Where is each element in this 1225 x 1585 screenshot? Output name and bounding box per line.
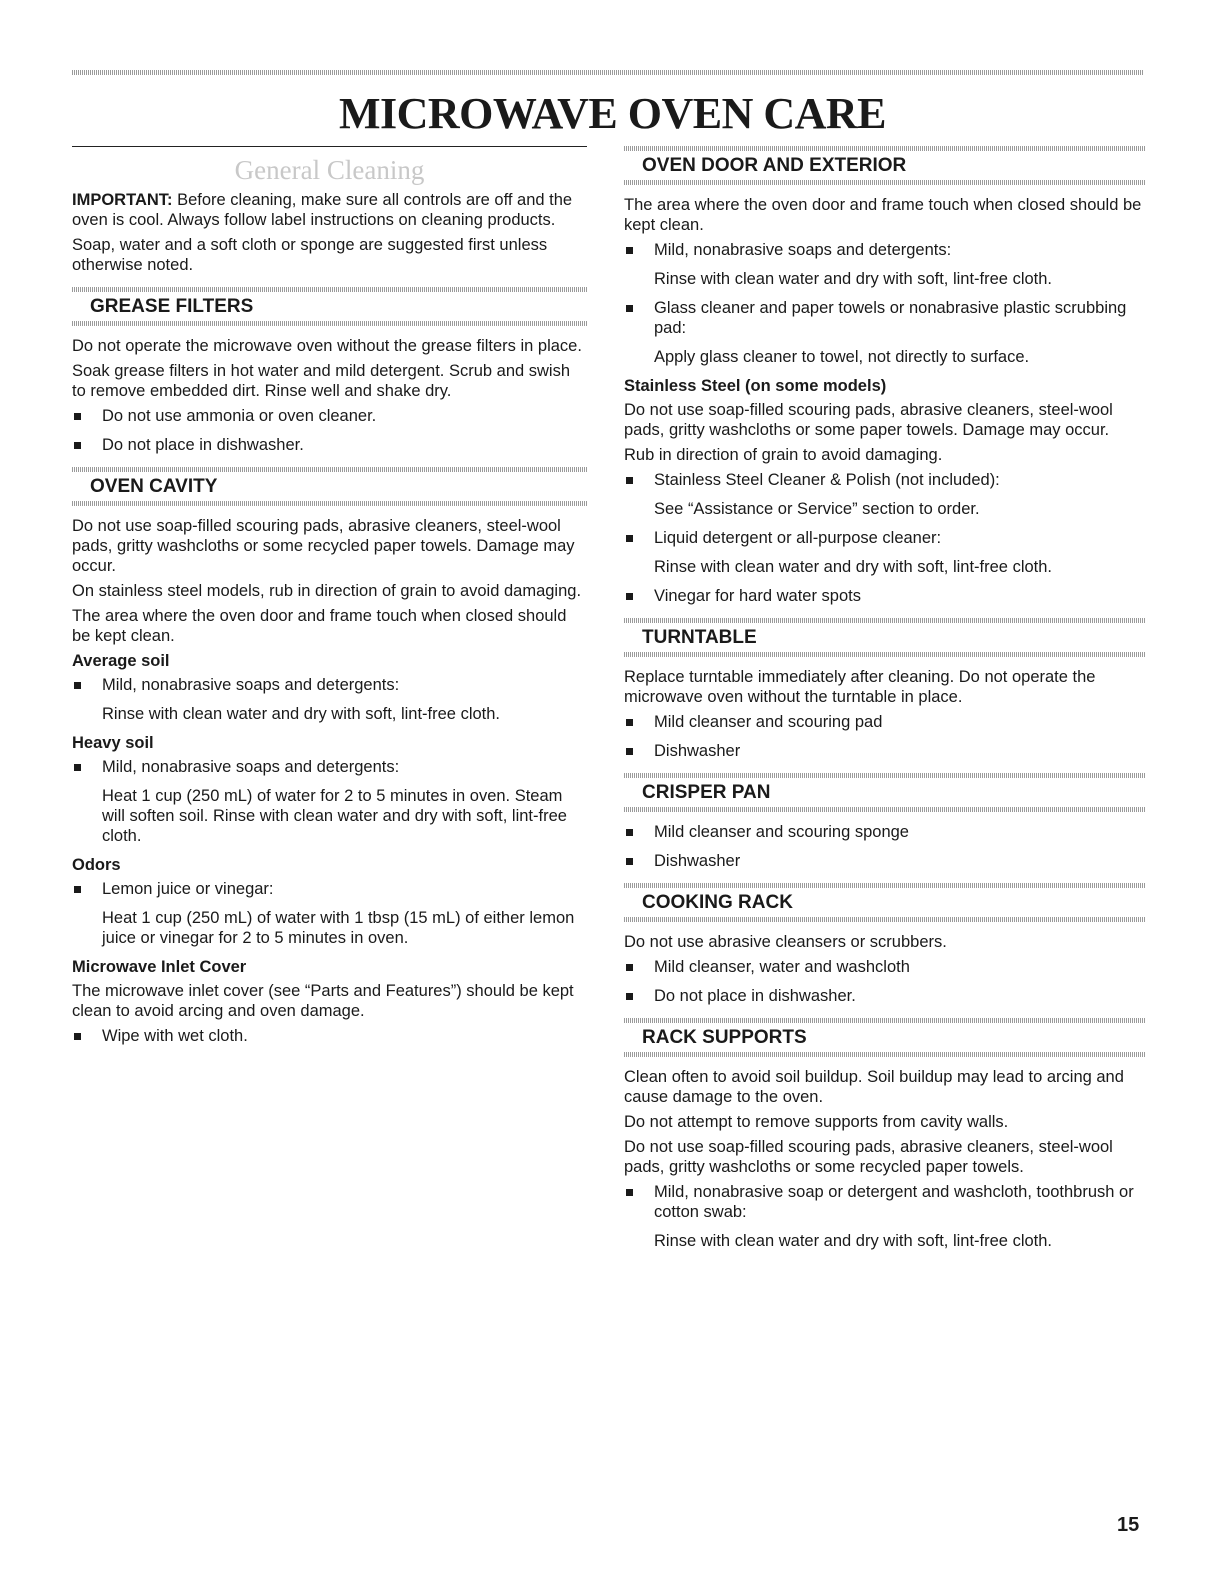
paragraph: Do not use soap-filled scouring pads, abrasive cleaners, steel-wool pads, gritty washcloths or some recycled paper towels. bbox=[624, 1138, 1113, 1176]
dotted-rule bbox=[624, 180, 1146, 185]
indented-text: Apply glass cleaner to towel, not directly to surface. bbox=[654, 348, 1030, 366]
bullet-square-icon bbox=[626, 305, 633, 312]
rack-supports-heading: RACK SUPPORTS bbox=[642, 1027, 807, 1048]
bullet-square-icon bbox=[626, 247, 633, 254]
bullet-item bbox=[624, 470, 1146, 490]
subheading-average-soil: Average soil bbox=[72, 652, 170, 670]
bullet-square-icon bbox=[626, 593, 633, 600]
bullet-item bbox=[72, 406, 587, 426]
bullet-square-icon bbox=[74, 886, 81, 893]
bullet-square-icon bbox=[626, 964, 633, 971]
bullet-text: Vinegar for hard water spots bbox=[654, 587, 861, 605]
cooking-rack-heading: COOKING RACK bbox=[642, 892, 793, 913]
dotted-rule bbox=[624, 917, 1146, 922]
bullet-item bbox=[624, 986, 1146, 1006]
bullet-item bbox=[624, 741, 1146, 761]
bullet-square-icon bbox=[626, 477, 633, 484]
door-exterior-heading-band bbox=[624, 146, 1146, 185]
bullet-text: Liquid detergent or all-purpose cleaner: bbox=[654, 529, 942, 547]
bullet-text: Wipe with wet cloth. bbox=[102, 1027, 248, 1045]
bullet-item bbox=[624, 586, 1146, 606]
page-title: MICROWAVE OVEN CARE bbox=[338, 89, 887, 138]
bullet-text: Mild cleanser, water and washcloth bbox=[654, 958, 910, 976]
important-text: Before cleaning, make sure all controls are off and the oven is cool. Always follow label instructions on cleaning products. bbox=[72, 191, 573, 229]
dotted-rule bbox=[624, 773, 1146, 778]
bullet-square-icon bbox=[626, 535, 633, 542]
section-rule bbox=[72, 146, 587, 147]
paragraph: Do not attempt to remove supports from cavity walls. bbox=[624, 1113, 1009, 1131]
bullet-text: Glass cleaner and paper towels or nonabrasive plastic scrubbing pad: bbox=[654, 299, 1127, 337]
bullet-text: Dishwasher bbox=[654, 852, 741, 870]
section-title: General Cleaning bbox=[234, 155, 425, 185]
indented-text: Heat 1 cup (250 mL) of water with 1 tbsp (15 mL) of either lemon juice or vinegar for 2 to 5 minutes in oven. bbox=[102, 909, 575, 947]
bullet-square-icon bbox=[74, 413, 81, 420]
paragraph: Do not use abrasive cleansers or scrubbers. bbox=[624, 933, 947, 951]
turntable-heading: TURNTABLE bbox=[642, 627, 757, 648]
oven-cavity-heading-band bbox=[72, 467, 587, 506]
bullet-text: Mild cleanser and scouring sponge bbox=[654, 823, 909, 841]
bullet-item bbox=[72, 435, 587, 455]
grease-filters-heading-band bbox=[72, 287, 587, 326]
bullet-square-icon bbox=[626, 719, 633, 726]
cooking-rack-heading-band bbox=[624, 883, 1146, 922]
bullet-square-icon bbox=[626, 748, 633, 755]
bullet-square-icon bbox=[74, 1033, 81, 1040]
bullet-square-icon bbox=[626, 993, 633, 1000]
grease-filters-heading: GREASE FILTERS bbox=[90, 296, 254, 317]
turntable-heading-band bbox=[624, 618, 1146, 657]
bullet-item bbox=[624, 1182, 1146, 1222]
dotted-rule bbox=[72, 501, 587, 506]
bullet-item bbox=[624, 528, 1146, 548]
dotted-rule bbox=[624, 807, 1146, 812]
paragraph: The microwave inlet cover (see “Parts and Features”) should be kept clean to avoid arcing and oven damage. bbox=[72, 982, 574, 1020]
bullet-text: Lemon juice or vinegar: bbox=[102, 880, 274, 898]
bullet-square-icon bbox=[626, 858, 633, 865]
indented-text: Rinse with clean water and dry with soft, lint-free cloth. bbox=[654, 270, 1053, 288]
dotted-rule bbox=[624, 146, 1146, 151]
bullet-item bbox=[624, 957, 1146, 977]
paragraph: The area where the oven door and frame touch when closed should be kept clean. bbox=[72, 607, 567, 645]
paragraph: Replace turntable immediately after cleaning. Do not operate the microwave oven without the turntable in place. bbox=[624, 668, 1096, 706]
bullet-item bbox=[72, 1026, 587, 1046]
bullet-text: Do not use ammonia or oven cleaner. bbox=[102, 407, 377, 425]
dotted-rule bbox=[72, 287, 587, 292]
paragraph: On stainless steel models, rub in direction of grain to avoid damaging. bbox=[72, 582, 582, 600]
dotted-rule bbox=[624, 652, 1146, 657]
paragraph: Do not use soap-filled scouring pads, abrasive cleaners, steel-wool pads, gritty washcloths or some recycled paper towels. Damage may occur. bbox=[72, 517, 575, 575]
subheading-heavy-soil: Heavy soil bbox=[72, 734, 154, 752]
bullet-text: Do not place in dishwasher. bbox=[102, 436, 304, 454]
bullet-item bbox=[624, 851, 1146, 871]
dotted-rule bbox=[624, 618, 1146, 623]
bullet-square-icon bbox=[74, 682, 81, 689]
indented-text: See “Assistance or Service” section to order. bbox=[654, 500, 980, 518]
dotted-rule bbox=[624, 1052, 1146, 1057]
dotted-rule bbox=[624, 1018, 1146, 1023]
indented-text: Heat 1 cup (250 mL) of water for 2 to 5 minutes in oven. Steam will soften soil. Rinse with clean water and dry with soft, lint-free cloth. bbox=[102, 787, 567, 845]
paragraph: Rub in direction of grain to avoid damaging. bbox=[624, 446, 943, 464]
top-dotted-rule bbox=[72, 70, 1144, 75]
bullet-text: Mild, nonabrasive soaps and detergents: bbox=[654, 241, 952, 259]
oven-cavity-heading: OVEN CAVITY bbox=[90, 476, 218, 497]
dotted-rule bbox=[72, 321, 587, 326]
bullet-item bbox=[624, 712, 1146, 732]
paragraph: The area where the oven door and frame touch when closed should be kept clean. bbox=[624, 196, 1142, 234]
paragraph: Do not use soap-filled scouring pads, abrasive cleaners, steel-wool pads, gritty washcloths or some paper towels. Damage may occur. bbox=[624, 401, 1113, 439]
bullet-item bbox=[624, 822, 1146, 842]
indented-text: Rinse with clean water and dry with soft, lint-free cloth. bbox=[102, 705, 501, 723]
important-note bbox=[72, 190, 587, 230]
bullet-square-icon bbox=[74, 764, 81, 771]
bullet-square-icon bbox=[74, 442, 81, 449]
door-exterior-heading: OVEN DOOR AND EXTERIOR bbox=[642, 155, 907, 176]
bullet-item bbox=[72, 757, 587, 777]
subheading-odors: Odors bbox=[72, 856, 121, 874]
right-column bbox=[624, 146, 1146, 1260]
bullet-item bbox=[72, 675, 587, 695]
bullet-text: Dishwasher bbox=[654, 742, 741, 760]
important-label: IMPORTANT: bbox=[72, 191, 173, 209]
subheading-stainless-steel: Stainless Steel (on some models) bbox=[624, 377, 887, 395]
bullet-text: Mild cleanser and scouring pad bbox=[654, 713, 883, 731]
paragraph: Do not operate the microwave oven without the grease filters in place. bbox=[72, 337, 582, 355]
intro-paragraph: Soap, water and a soft cloth or sponge are suggested first unless otherwise noted. bbox=[72, 236, 548, 274]
bullet-text: Stainless Steel Cleaner & Polish (not included): bbox=[654, 471, 1000, 489]
paragraph: Soak grease filters in hot water and mild detergent. Scrub and swish to remove embedded dirt. Rinse well and shake dry. bbox=[72, 362, 571, 400]
bullet-square-icon bbox=[626, 829, 633, 836]
bullet-text: Mild, nonabrasive soap or detergent and washcloth, toothbrush or cotton swab: bbox=[654, 1183, 1134, 1221]
rack-supports-heading-band bbox=[624, 1018, 1146, 1057]
indented-text: Rinse with clean water and dry with soft, lint-free cloth. bbox=[654, 1232, 1053, 1250]
dotted-rule bbox=[72, 467, 587, 472]
indented-text: Rinse with clean water and dry with soft, lint-free cloth. bbox=[654, 558, 1053, 576]
bullet-square-icon bbox=[626, 1189, 633, 1196]
bullet-item bbox=[624, 298, 1146, 338]
bullet-item bbox=[624, 240, 1146, 260]
dotted-rule bbox=[624, 883, 1146, 888]
page-number: 15 bbox=[1117, 1514, 1140, 1536]
bullet-item bbox=[72, 879, 587, 899]
paragraph: Clean often to avoid soil buildup. Soil buildup may lead to arcing and cause damage to the oven. bbox=[624, 1068, 1124, 1106]
bullet-text: Mild, nonabrasive soaps and detergents: bbox=[102, 676, 400, 694]
subheading-inlet-cover: Microwave Inlet Cover bbox=[72, 958, 247, 976]
bullet-text: Do not place in dishwasher. bbox=[654, 987, 856, 1005]
bullet-text: Mild, nonabrasive soaps and detergents: bbox=[102, 758, 400, 776]
crisper-pan-heading: CRISPER PAN bbox=[642, 782, 771, 803]
crisper-pan-heading-band bbox=[624, 773, 1146, 812]
left-column bbox=[72, 146, 587, 1055]
